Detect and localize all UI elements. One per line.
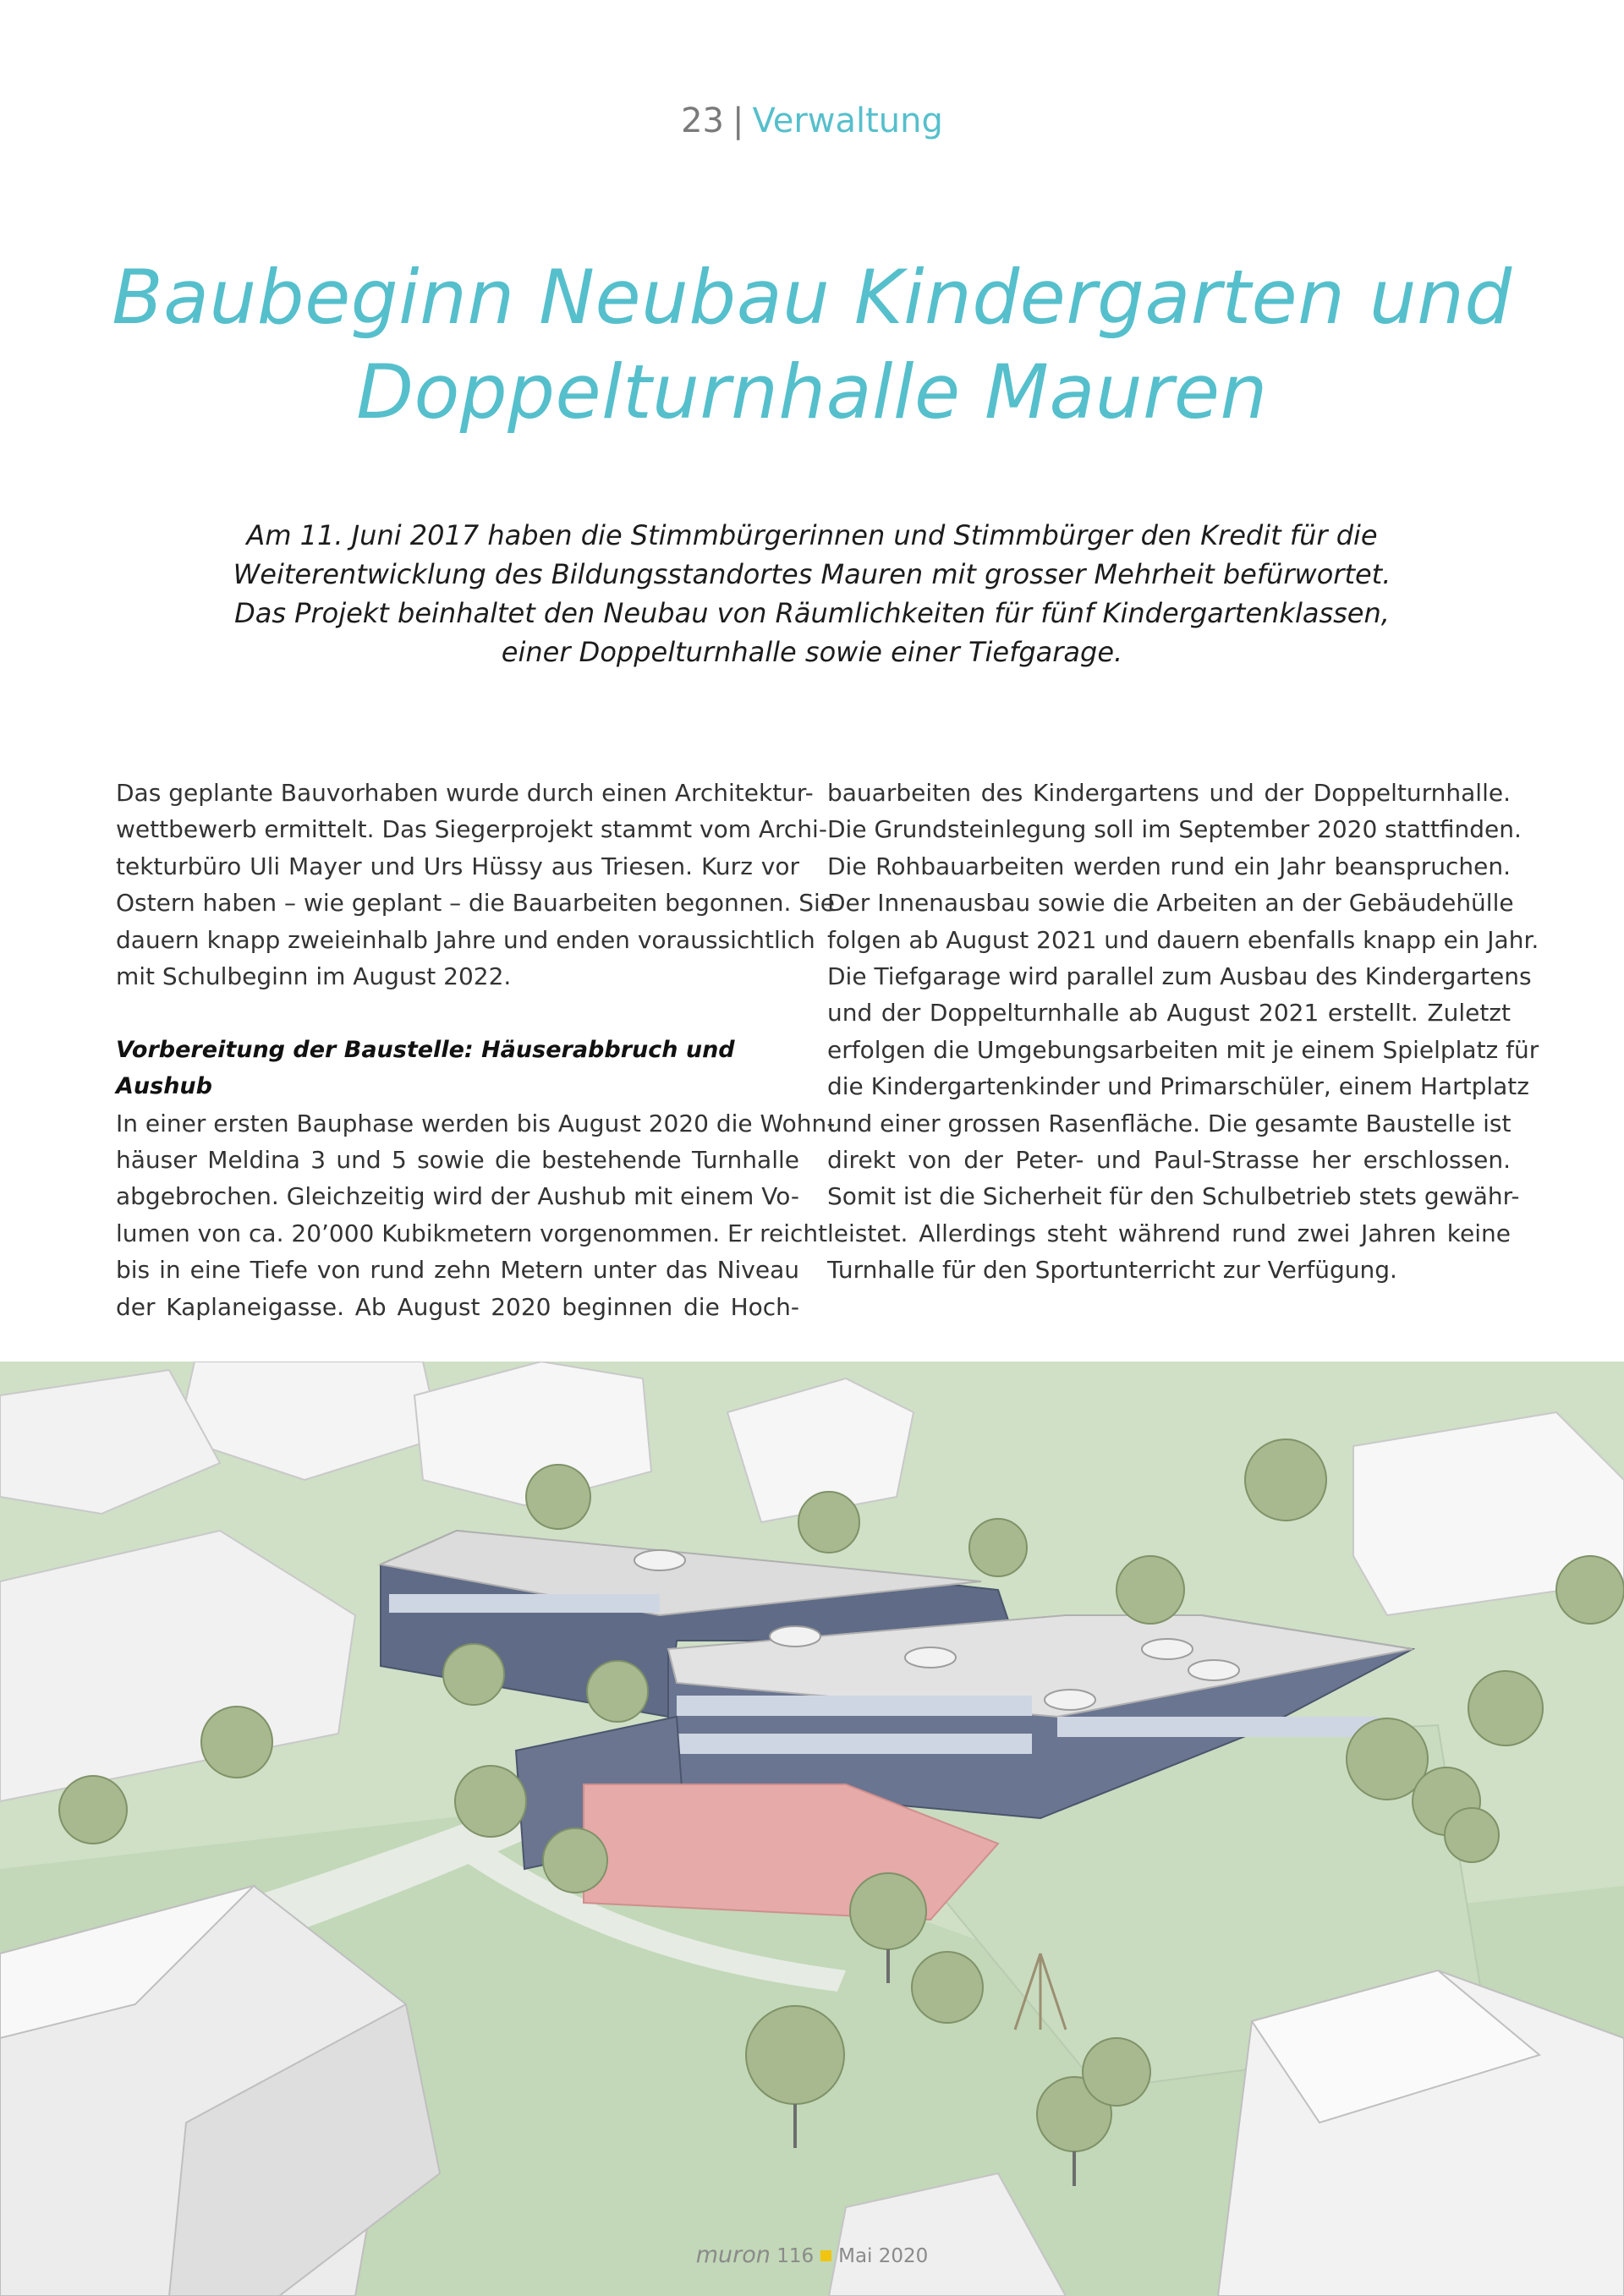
text-line: folgen ab August 2021 und dauern ebenfalls knapp ein Jahr. bbox=[827, 925, 1539, 954]
subheading: Vorbereitung der Baustelle: Häuserabbruch und Aushub bbox=[116, 1036, 735, 1100]
lead-line: Am 11. Juni 2017 haben die Stimmbürgerinnen und Stimmbürger den Kredit für die bbox=[246, 519, 1378, 551]
text-line: und einer grossen Rasenfläche. Die gesamte Baustelle ist bbox=[827, 1109, 1512, 1137]
text-line: leistet. Allerdings steht während rund zwei Jahren keine bbox=[827, 1219, 1511, 1247]
lead-line: Das Projekt beinhaltet den Neubau von Räumlichkeiten für fünf Kindergartenklassen, bbox=[234, 597, 1390, 629]
lead-line: einer Doppelturnhalle sowie einer Tiefgarage. bbox=[501, 636, 1123, 668]
article-title bbox=[85, 250, 1539, 440]
text-line: wettbewerb ermittelt. Das Siegerprojekt stammt vom Archi- bbox=[116, 815, 827, 844]
lead-line: Weiterentwicklung des Bildungsstandortes Mauren mit grosser Mehrheit befürwortet. bbox=[233, 558, 1391, 590]
magazine-name: muron bbox=[695, 2242, 771, 2268]
rendering-illustration bbox=[0, 1362, 1624, 2296]
text-line: direkt von der Peter- und Paul-Strasse her erschlossen. bbox=[827, 1146, 1511, 1175]
title-line-2: Doppelturnhalle Mauren bbox=[356, 348, 1268, 436]
text-line: lumen von ca. 20’000 Kubikmetern vorgenommen. Er reicht bbox=[116, 1219, 828, 1247]
text-line: Die Rohbauarbeiten werden rund ein Jahr beanspruchen. bbox=[827, 852, 1511, 880]
article-lead bbox=[220, 516, 1404, 671]
text-line: dauern knapp zweieinhalb Jahre und enden voraussichtlich bbox=[116, 925, 815, 954]
text-line: bis in eine Tiefe von rund zehn Metern unter das Niveau bbox=[116, 1256, 799, 1285]
header-separator: | bbox=[732, 101, 744, 140]
text-line: die Kindergartenkinder und Primarschüler, einem Hartplatz bbox=[827, 1072, 1529, 1101]
title-line-1: Baubeginn Neubau Kindergarten und bbox=[112, 254, 1512, 341]
text-line: der Kaplaneigasse. Ab August 2020 beginnen die Hoch- bbox=[116, 1292, 799, 1321]
page-header bbox=[0, 100, 1624, 142]
text-line: Somit ist die Sicherheit für den Schulbetrieb stets gewähr- bbox=[827, 1182, 1520, 1211]
text-line: erfolgen die Umgebungsarbeiten mit je einem Spielplatz für bbox=[827, 1035, 1539, 1064]
text-line: Die Tiefgarage wird parallel zum Ausbau des Kindergartens bbox=[827, 962, 1532, 991]
footer-square-icon bbox=[820, 2250, 831, 2261]
architectural-rendering bbox=[0, 1362, 1624, 2296]
text-line: häuser Meldina 3 und 5 sowie die bestehende Turnhalle bbox=[116, 1146, 799, 1175]
text-line: Ostern haben – wie geplant – die Bauarbeiten begonnen. Sie bbox=[116, 889, 836, 918]
text-line: mit Schulbeginn im August 2022. bbox=[116, 962, 512, 991]
page-number: 23 bbox=[681, 101, 724, 140]
section-name: Verwaltung bbox=[752, 101, 943, 140]
text-line: Das geplante Bauvorhaben wurde durch einen Architektur- bbox=[116, 779, 814, 807]
body-column-left bbox=[116, 775, 836, 1325]
paragraph-gap bbox=[116, 995, 799, 1031]
issue-number: 116 bbox=[776, 2245, 815, 2267]
text-line: In einer ersten Bauphase werden bis August 2020 die Wohn- bbox=[116, 1109, 836, 1137]
text-line: abgebrochen. Gleichzeitig wird der Aushub mit einem Vo- bbox=[116, 1182, 799, 1211]
text-line: Die Grundsteinlegung soll im September 2020 stattfinden. bbox=[827, 815, 1522, 844]
body-column-right bbox=[827, 775, 1539, 1289]
text-line: tekturbüro Uli Mayer und Urs Hüssy aus Triesen. Kurz vor bbox=[116, 852, 799, 880]
page-footer bbox=[0, 2243, 1624, 2269]
issue-date: Mai 2020 bbox=[838, 2245, 929, 2267]
text-line: bauarbeiten des Kindergartens und der Doppelturnhalle. bbox=[827, 779, 1511, 807]
text-line: und der Doppelturnhalle ab August 2021 erstellt. Zuletzt bbox=[827, 999, 1511, 1027]
text-line: Turnhalle für den Sportunterricht zur Verfügung. bbox=[827, 1256, 1397, 1285]
text-line: Der Innenausbau sowie die Arbeiten an der Gebäudehülle bbox=[827, 889, 1514, 918]
